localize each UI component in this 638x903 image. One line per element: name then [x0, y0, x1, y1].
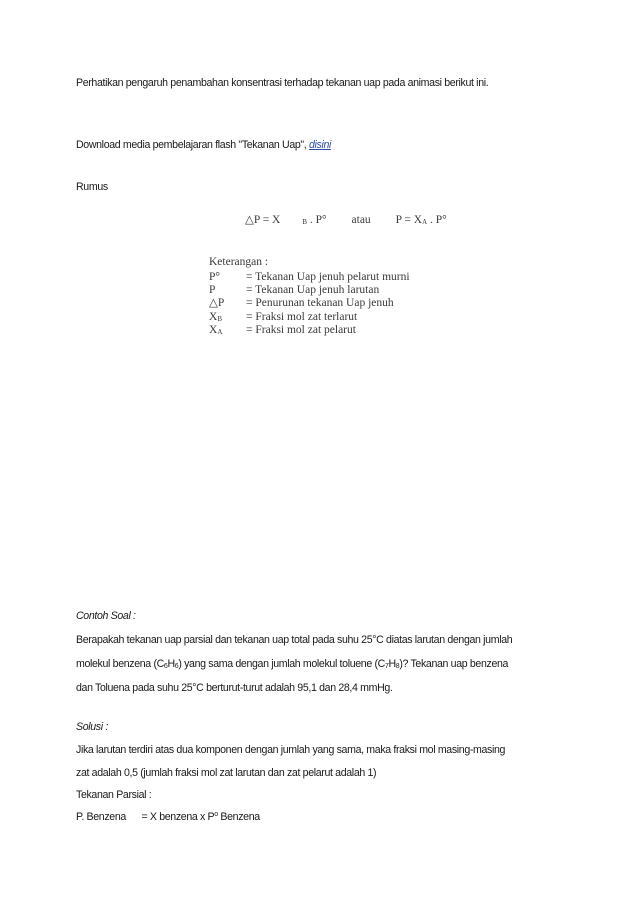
contoh-line-3: dan Toluena pada suhu 25°C berturut-turut adalah 95,1 dan 28,4 mmHg.: [76, 682, 393, 694]
solusi-line-1: Jika larutan terdiri atas dua komponen dengan jumlah yang sama, maka fraksi mol masing-masing: [76, 744, 506, 756]
contoh-line-2: molekul benzena $(C_6H_6)$ yang sama dengan jumlah molekul toluene $(C_7H_8)$? Tekanan uap benzena: [76, 658, 509, 670]
keterangan-list: [209, 271, 410, 337]
solusi-line-2: zat adalah 0,5 (jumlah fraksi mol zat larutan dan zat pelarut adalah 1): [76, 767, 377, 779]
contoh-soal-heading: Contoh Soal :: [76, 610, 136, 622]
equation-connector: atau: [351, 214, 371, 226]
rumus-heading: Rumus: [76, 181, 108, 193]
keterangan-item: $X_B$ = Fraksi mol zat terlarut: [209, 310, 358, 323]
keterangan-title: Keterangan :: [209, 256, 269, 268]
contoh-line-1: Berapakah tekanan uap parsial dan tekanan uap total pada suhu 25°C diatas larutan dengan jumlah: [76, 634, 513, 646]
equation-right: $P = X_A$ . P°: [395, 214, 447, 226]
solusi-heading: Solusi :: [76, 721, 108, 733]
equation-left: △P = X $_B$ . P°: [245, 214, 327, 226]
download-paragraph: [76, 138, 331, 152]
solusi-line-4: P. Benzena = X benzena x $P^o$ Benzena: [76, 811, 260, 823]
keterangan-item: △P = Penurunan tekanan Uap jenuh: [209, 297, 394, 310]
intro-paragraph: Perhatikan pengaruh penambahan konsentrasi terhadap tekanan uap pada animasi berikut ini.: [76, 77, 489, 89]
formula-image: [195, 208, 445, 348]
keterangan-item: $X_A$ = Fraksi mol zat pelarut: [209, 323, 356, 336]
keterangan-item: P = Tekanan Uap jenuh larutan: [209, 284, 380, 297]
solusi-line-3: Tekanan Parsial :: [76, 789, 152, 801]
download-text: Download media pembelajaran flash "Tekanan Uap",: [76, 139, 309, 151]
download-link[interactable]: disini: [309, 139, 332, 151]
formula-equation: [245, 212, 469, 226]
keterangan-item: P° = Tekanan Uap jenuh pelarut murni: [209, 271, 410, 283]
